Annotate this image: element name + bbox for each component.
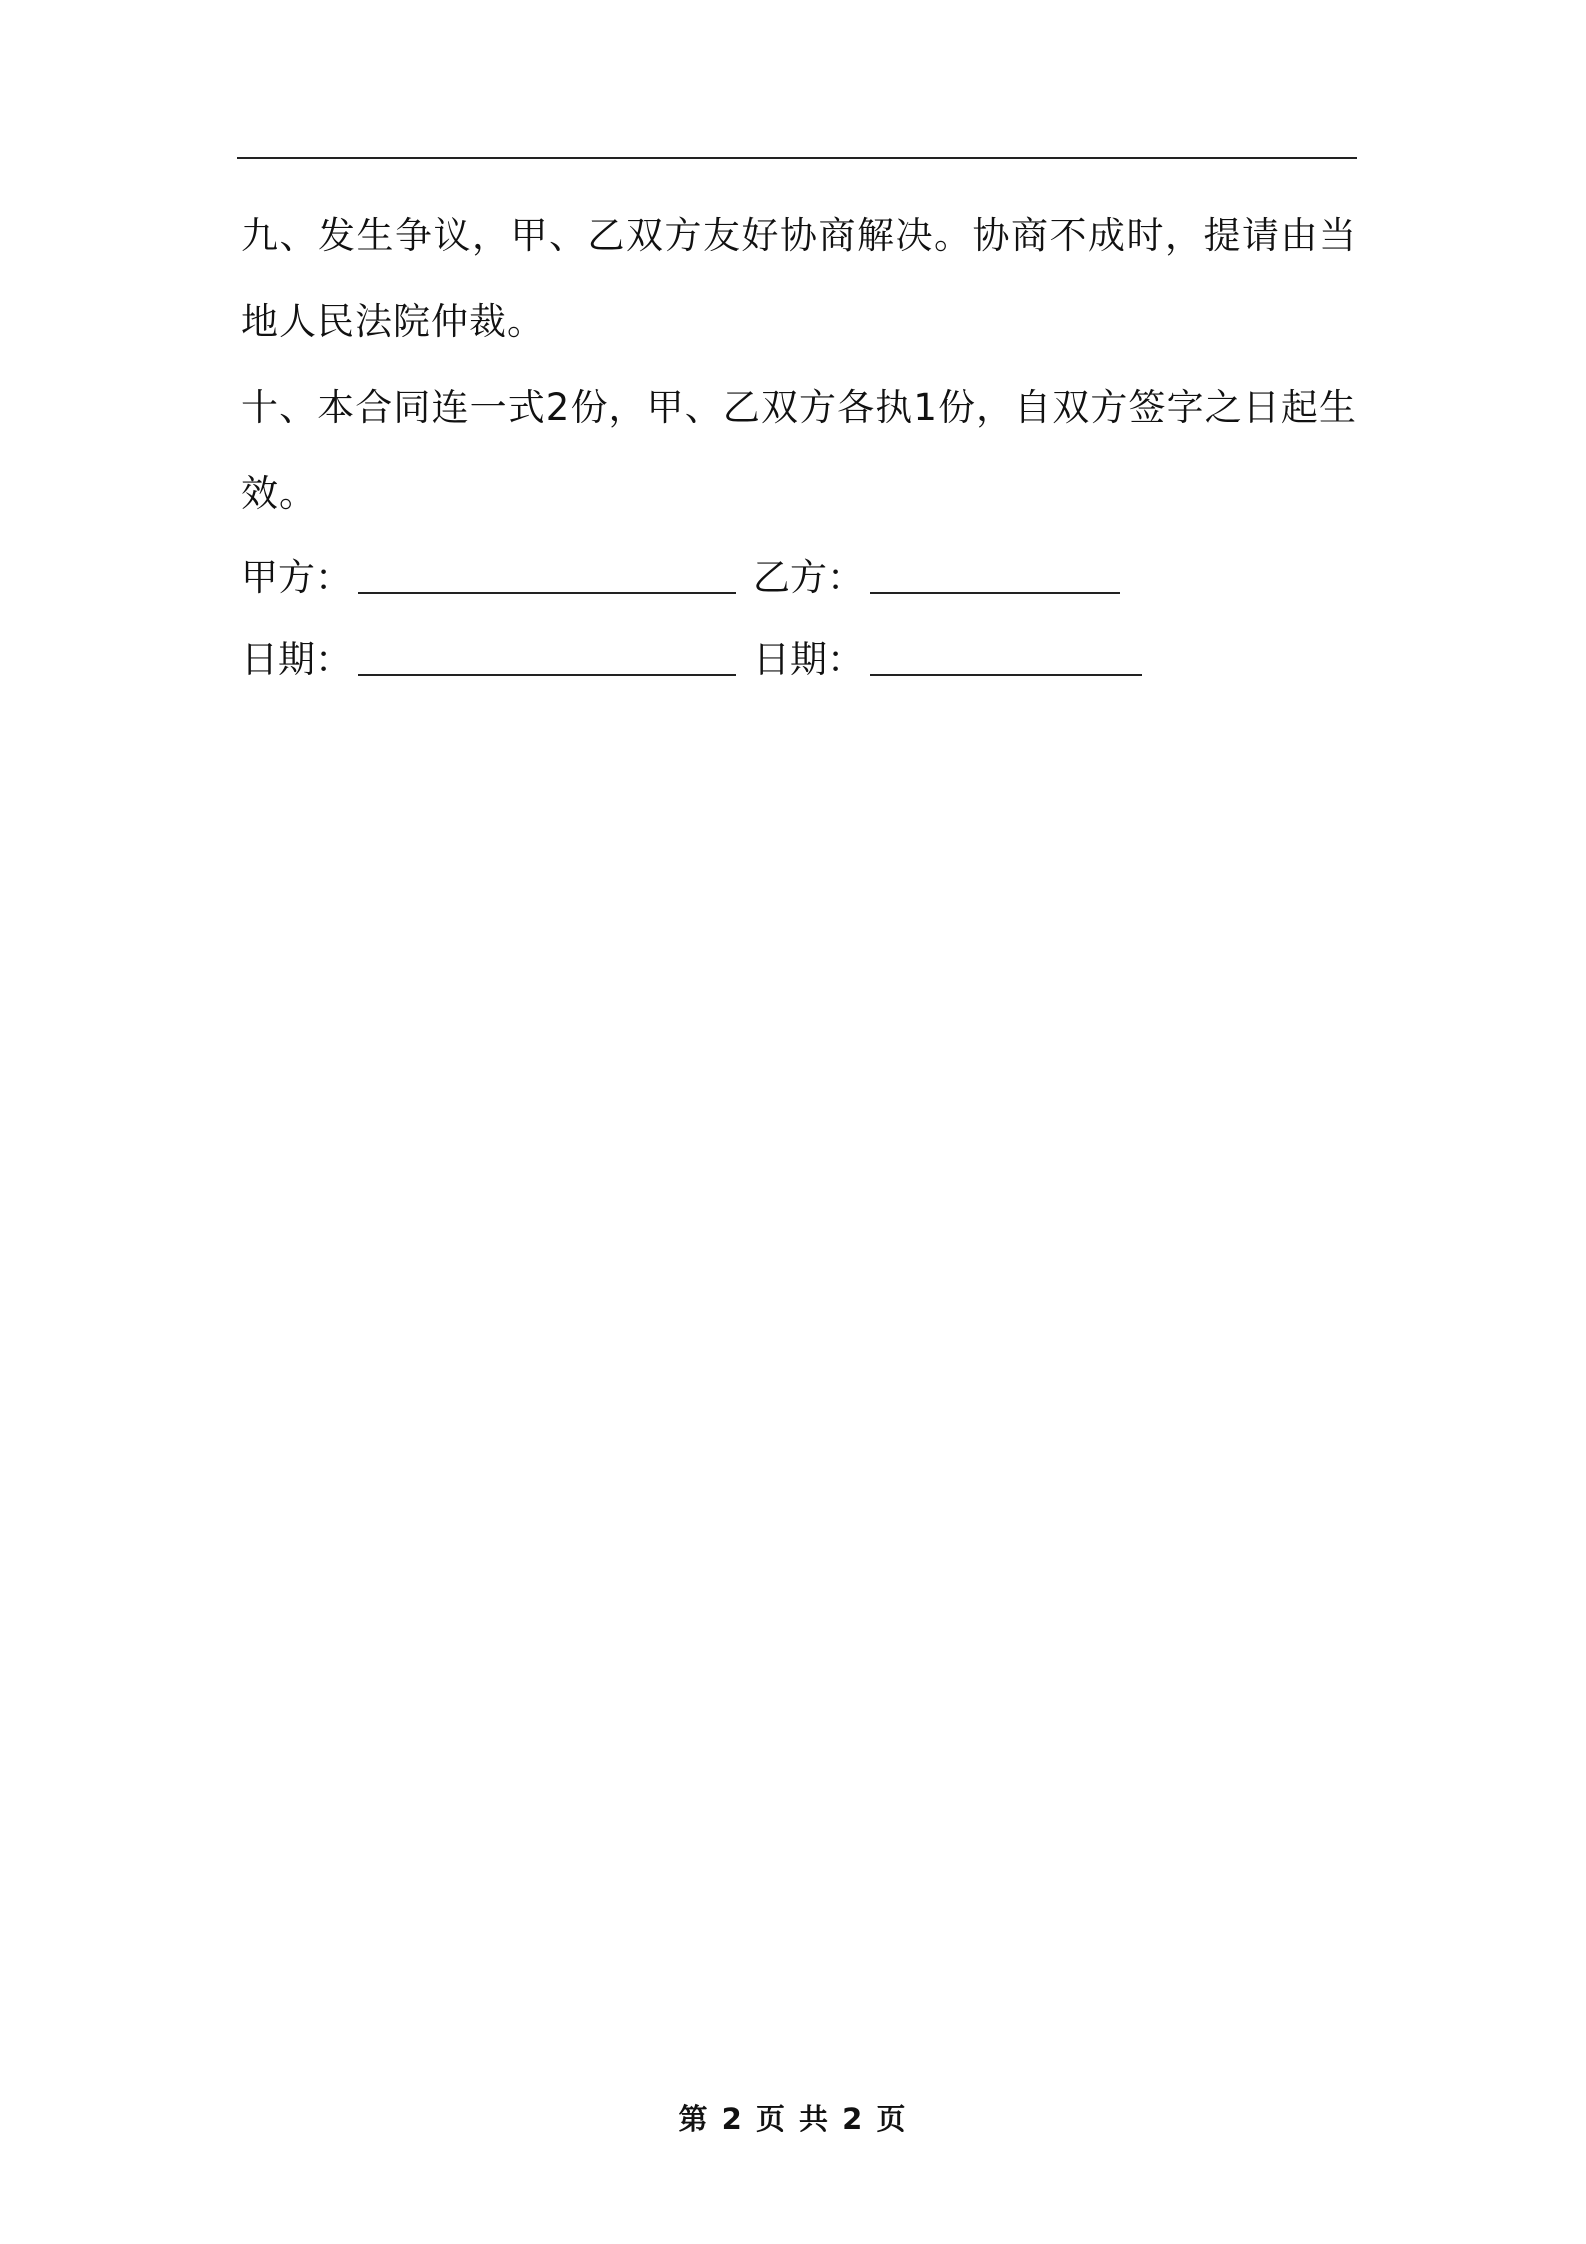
party-b-label: 乙方：	[753, 556, 864, 599]
date-a-label: 日期：	[241, 638, 352, 681]
clause-9: 九、发生争议，甲、乙双方友好协商解决。协商不成时，提请由当地人民法院仲裁。	[241, 214, 1357, 343]
party-b-signature-line	[870, 591, 1120, 594]
footer-total-pages: 2	[842, 2102, 865, 2136]
signature-row	[241, 537, 1357, 619]
clause-10: 十、本合同连一式2份，甲、乙双方各执1份，自双方签字之日起生效。	[241, 386, 1357, 515]
date-a-line	[358, 673, 736, 676]
footer-suffix: 页	[876, 2102, 908, 2136]
document-body	[241, 193, 1357, 701]
footer-current-page: 2	[721, 2102, 744, 2136]
header-rule	[237, 157, 1357, 159]
date-b-line	[870, 673, 1142, 676]
page-footer	[0, 2097, 1586, 2138]
party-a-signature-line	[358, 591, 736, 594]
party-a-label: 甲方：	[241, 556, 352, 599]
date-row	[241, 619, 1357, 701]
footer-prefix: 第	[678, 2102, 710, 2136]
date-b-label: 日期：	[753, 638, 864, 681]
party-a-date	[241, 619, 736, 701]
footer-middle: 页 共	[755, 2102, 831, 2136]
party-b-date	[753, 619, 1142, 701]
party-a-signature	[241, 537, 736, 619]
party-b-signature	[753, 537, 1120, 619]
